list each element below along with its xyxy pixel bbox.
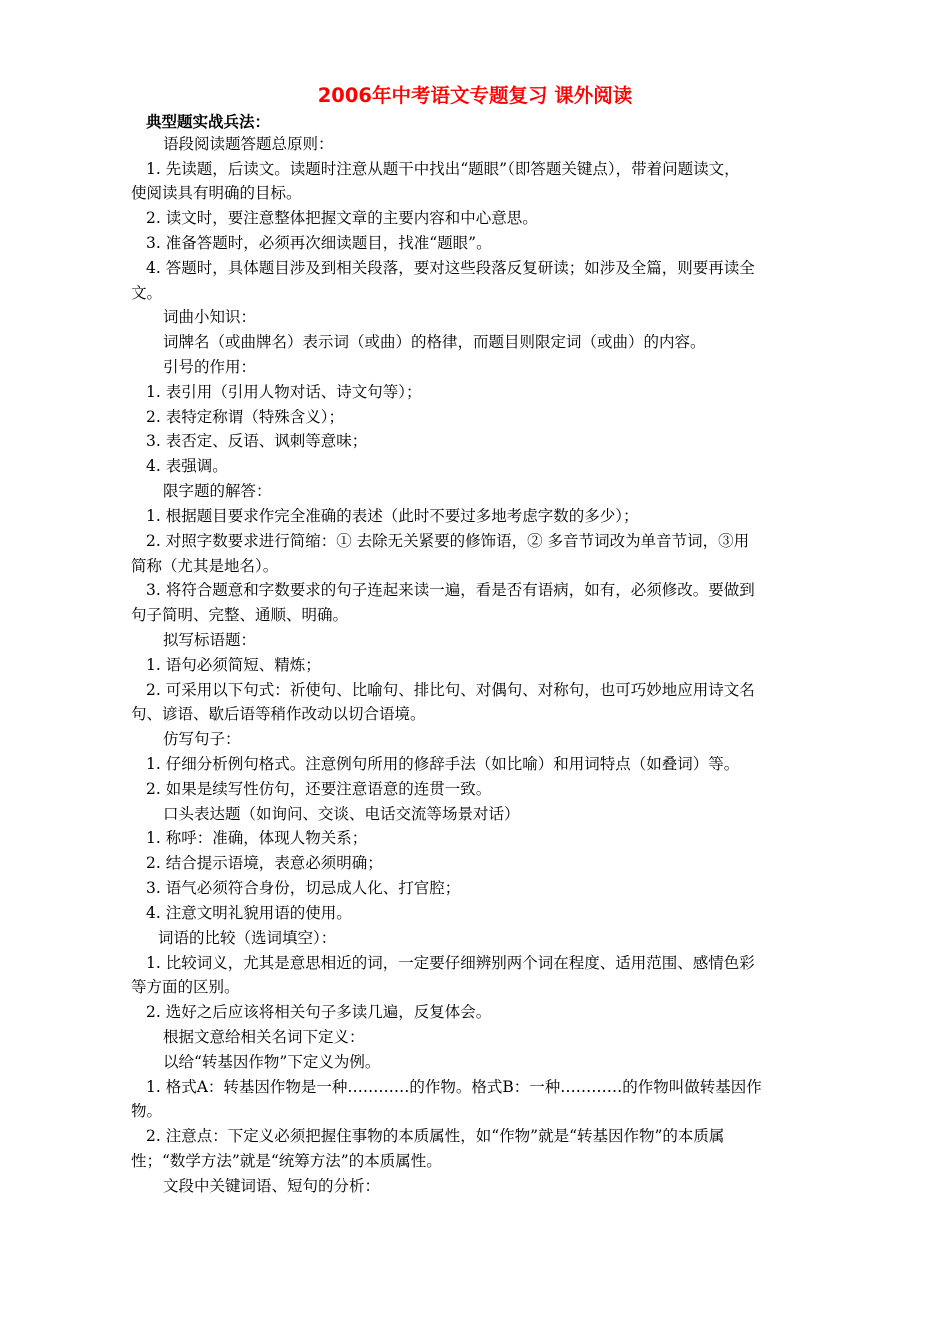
list-item-continuation: 句、谚语、歇后语等稍作改动以切合语境。 — [131, 705, 426, 723]
list-item-continuation: 物。 — [131, 1102, 163, 1120]
paragraph: 以给“转基因作物”下定义为例。 — [163, 1053, 381, 1071]
list-item: 2. 结合提示语境，表意必须明确； — [146, 854, 383, 872]
heading-word-limit: 限字题的解答： — [163, 482, 272, 500]
list-item: 1. 语句必须简短、精炼； — [146, 656, 321, 674]
list-item: 4. 答题时，具体题目涉及到相关段落，要对这些段落反复研读；如涉及全篇，则要再读全 — [146, 259, 755, 277]
list-item-continuation: 性；“数学方法”就是“统筹方法”的本质属性。 — [131, 1152, 442, 1170]
list-item-continuation: 简称（尤其是地名）。 — [131, 557, 279, 575]
list-item: 2. 选好之后应该将相关句子多读几遍，反复体会。 — [146, 1003, 492, 1021]
list-item: 2. 读文时，要注意整体把握文章的主要内容和中心意思。 — [146, 209, 538, 227]
list-item-continuation: 文。 — [131, 284, 163, 302]
list-item: 1. 表引用（引用人物对话、诗文句等）； — [146, 383, 422, 401]
list-item: 1. 仔细分析例句格式。注意例句所用的修辞手法（如比喻）和用词特点（如叠词）等。 — [146, 755, 740, 773]
heading-ci-qu: 词曲小知识： — [163, 308, 257, 326]
section-heading: 典型题实战兵法： — [146, 113, 271, 131]
list-item: 2. 注意点：下定义必须把握住事物的本质属性，如“作物”就是“转基因作物”的本质属 — [146, 1127, 725, 1145]
heading-definition: 根据文意给相关名词下定义： — [163, 1028, 365, 1046]
list-item: 3. 将符合题意和字数要求的句子连起来读一遍，看是否有语病，如有，必须修改。要做到 — [146, 581, 755, 599]
heading-reading-principles: 语段阅读题答题总原则： — [163, 135, 334, 153]
document-title: 2006年中考语文专题复习 课外阅读 — [317, 84, 633, 107]
list-item: 2. 如果是续写性仿句，还要注意语意的连贯一致。 — [146, 780, 492, 798]
list-item: 3. 语气必须符合身份，切忌成人化、打官腔； — [146, 879, 461, 897]
list-item-continuation: 等方面的区别。 — [131, 978, 240, 996]
list-item: 2. 对照字数要求进行简缩：① 去除无关紧要的修饰语，② 多音节词改为单音节词，③用 — [146, 532, 750, 550]
list-item: 4. 表强调。 — [146, 457, 228, 475]
list-item: 1. 称呼：准确，体现人物关系； — [146, 829, 368, 847]
list-item: 1. 格式A：转基因作物是一种…………的作物。格式B：一种…………的作物叫做转基因作 — [146, 1078, 762, 1096]
paragraph: 词牌名（或曲牌名）表示词（或曲）的格律，而题目则限定词（或曲）的内容。 — [163, 333, 706, 351]
list-item: 4. 注意文明礼貌用语的使用。 — [146, 904, 352, 922]
heading-imitation: 仿写句子： — [163, 730, 241, 748]
list-item: 2. 表特定称谓（特殊含义）； — [146, 408, 344, 426]
heading-quotation-marks: 引号的作用： — [163, 358, 257, 376]
list-item: 3. 准备答题时，必须再次细读题目，找准“题眼”。 — [146, 234, 492, 252]
list-item-continuation: 句子简明、完整、通顺、明确。 — [131, 606, 349, 624]
list-item: 1. 比较词义，尤其是意思相近的词，一定要仔细辨别两个词在程度、适用范围、感情色彩 — [146, 954, 755, 972]
heading-word-compare: 词语的比较（选词填空）： — [158, 929, 337, 947]
list-item: 1. 根据题目要求作完全准确的表述（此时不要过多地考虑字数的多少）； — [146, 507, 639, 525]
heading-key-words: 文段中关键词语、短句的分析： — [163, 1177, 381, 1195]
list-item: 3. 表否定、反语、讽刺等意味； — [146, 432, 368, 450]
heading-oral: 口头表达题（如询问、交谈、电话交流等场景对话） — [163, 805, 520, 823]
list-item: 1. 先读题，后读文。读题时注意从题干中找出“题眼”（即答题关键点），带着问题读文， — [146, 160, 740, 178]
list-item: 2. 可采用以下句式：祈使句、比喻句、排比句、对偶句、对称句，也可巧妙地应用诗文名 — [146, 681, 755, 699]
list-item-continuation: 使阅读具有明确的目标。 — [131, 184, 302, 202]
heading-slogan: 拟写标语题： — [163, 631, 257, 649]
